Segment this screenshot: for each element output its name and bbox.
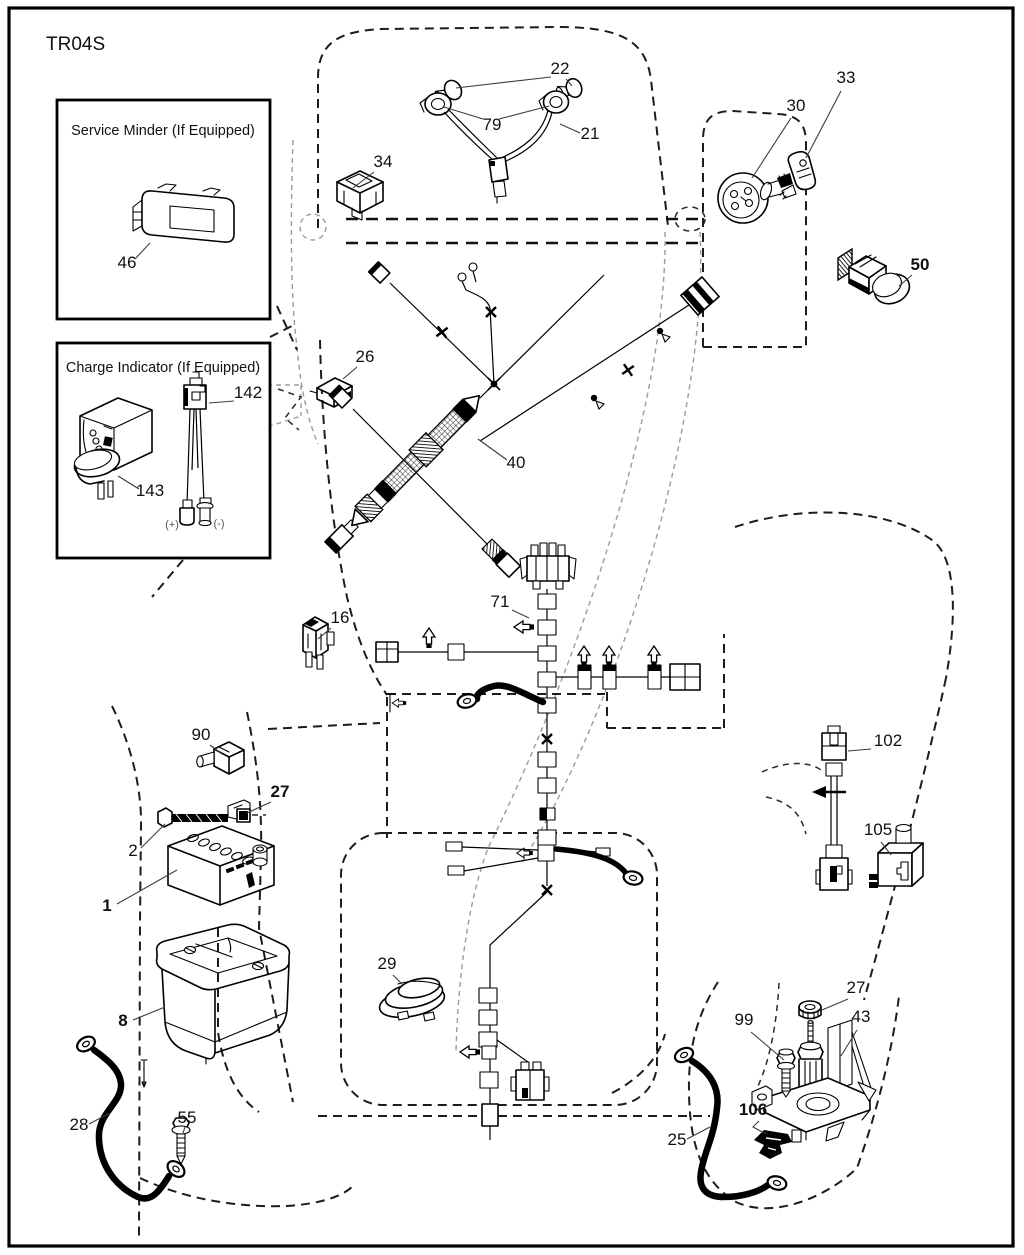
part-number-label: 30	[786, 96, 806, 115]
part-number-label: 105	[863, 820, 893, 839]
battery-terminal-post	[253, 845, 267, 866]
part-number-label: 106	[738, 1100, 768, 1119]
charge-indicator-inset	[57, 343, 270, 558]
service-minder-title: Service Minder (If Equipped)	[71, 123, 255, 139]
negative-label: (-)	[213, 518, 225, 530]
part-number-label: 43	[851, 1007, 871, 1026]
part-number-label: 50	[910, 255, 930, 274]
part-number-label: 142	[233, 383, 263, 402]
part-number-label: 99	[734, 1010, 754, 1029]
part-number-label: 16	[330, 608, 350, 627]
part-number-label: 71	[490, 592, 510, 611]
charge-indicator-title: Charge Indicator (If Equipped)	[65, 360, 261, 376]
part-number-label: 46	[117, 253, 137, 272]
part-number-label: 79	[482, 115, 502, 134]
service-minder-inset	[57, 100, 270, 319]
part-number-label: 1	[102, 896, 112, 915]
part-number-label: 27	[846, 978, 866, 997]
part-number-label: 27	[270, 782, 290, 801]
part-number-label: 21	[580, 124, 600, 143]
part-number-label: 40	[506, 453, 526, 472]
positive-label: (+)	[165, 519, 179, 531]
part-number-label: 33	[836, 68, 856, 87]
part-number-label: 102	[873, 731, 903, 750]
part-number-label: 22	[550, 59, 570, 78]
part-number-label: 2	[128, 841, 138, 860]
part-number-label: 8	[118, 1011, 128, 1030]
part-number-label: 26	[355, 347, 375, 366]
part-number-label: 28	[69, 1115, 89, 1134]
part-number-label: 143	[135, 481, 165, 500]
part-number-label: 90	[191, 725, 211, 744]
part-number-label: 25	[667, 1130, 687, 1149]
figure-title: TR04S	[46, 34, 106, 55]
part-number-label: 55	[177, 1108, 197, 1127]
part-number-label: 29	[377, 954, 397, 973]
part-number-label: 34	[373, 152, 393, 171]
